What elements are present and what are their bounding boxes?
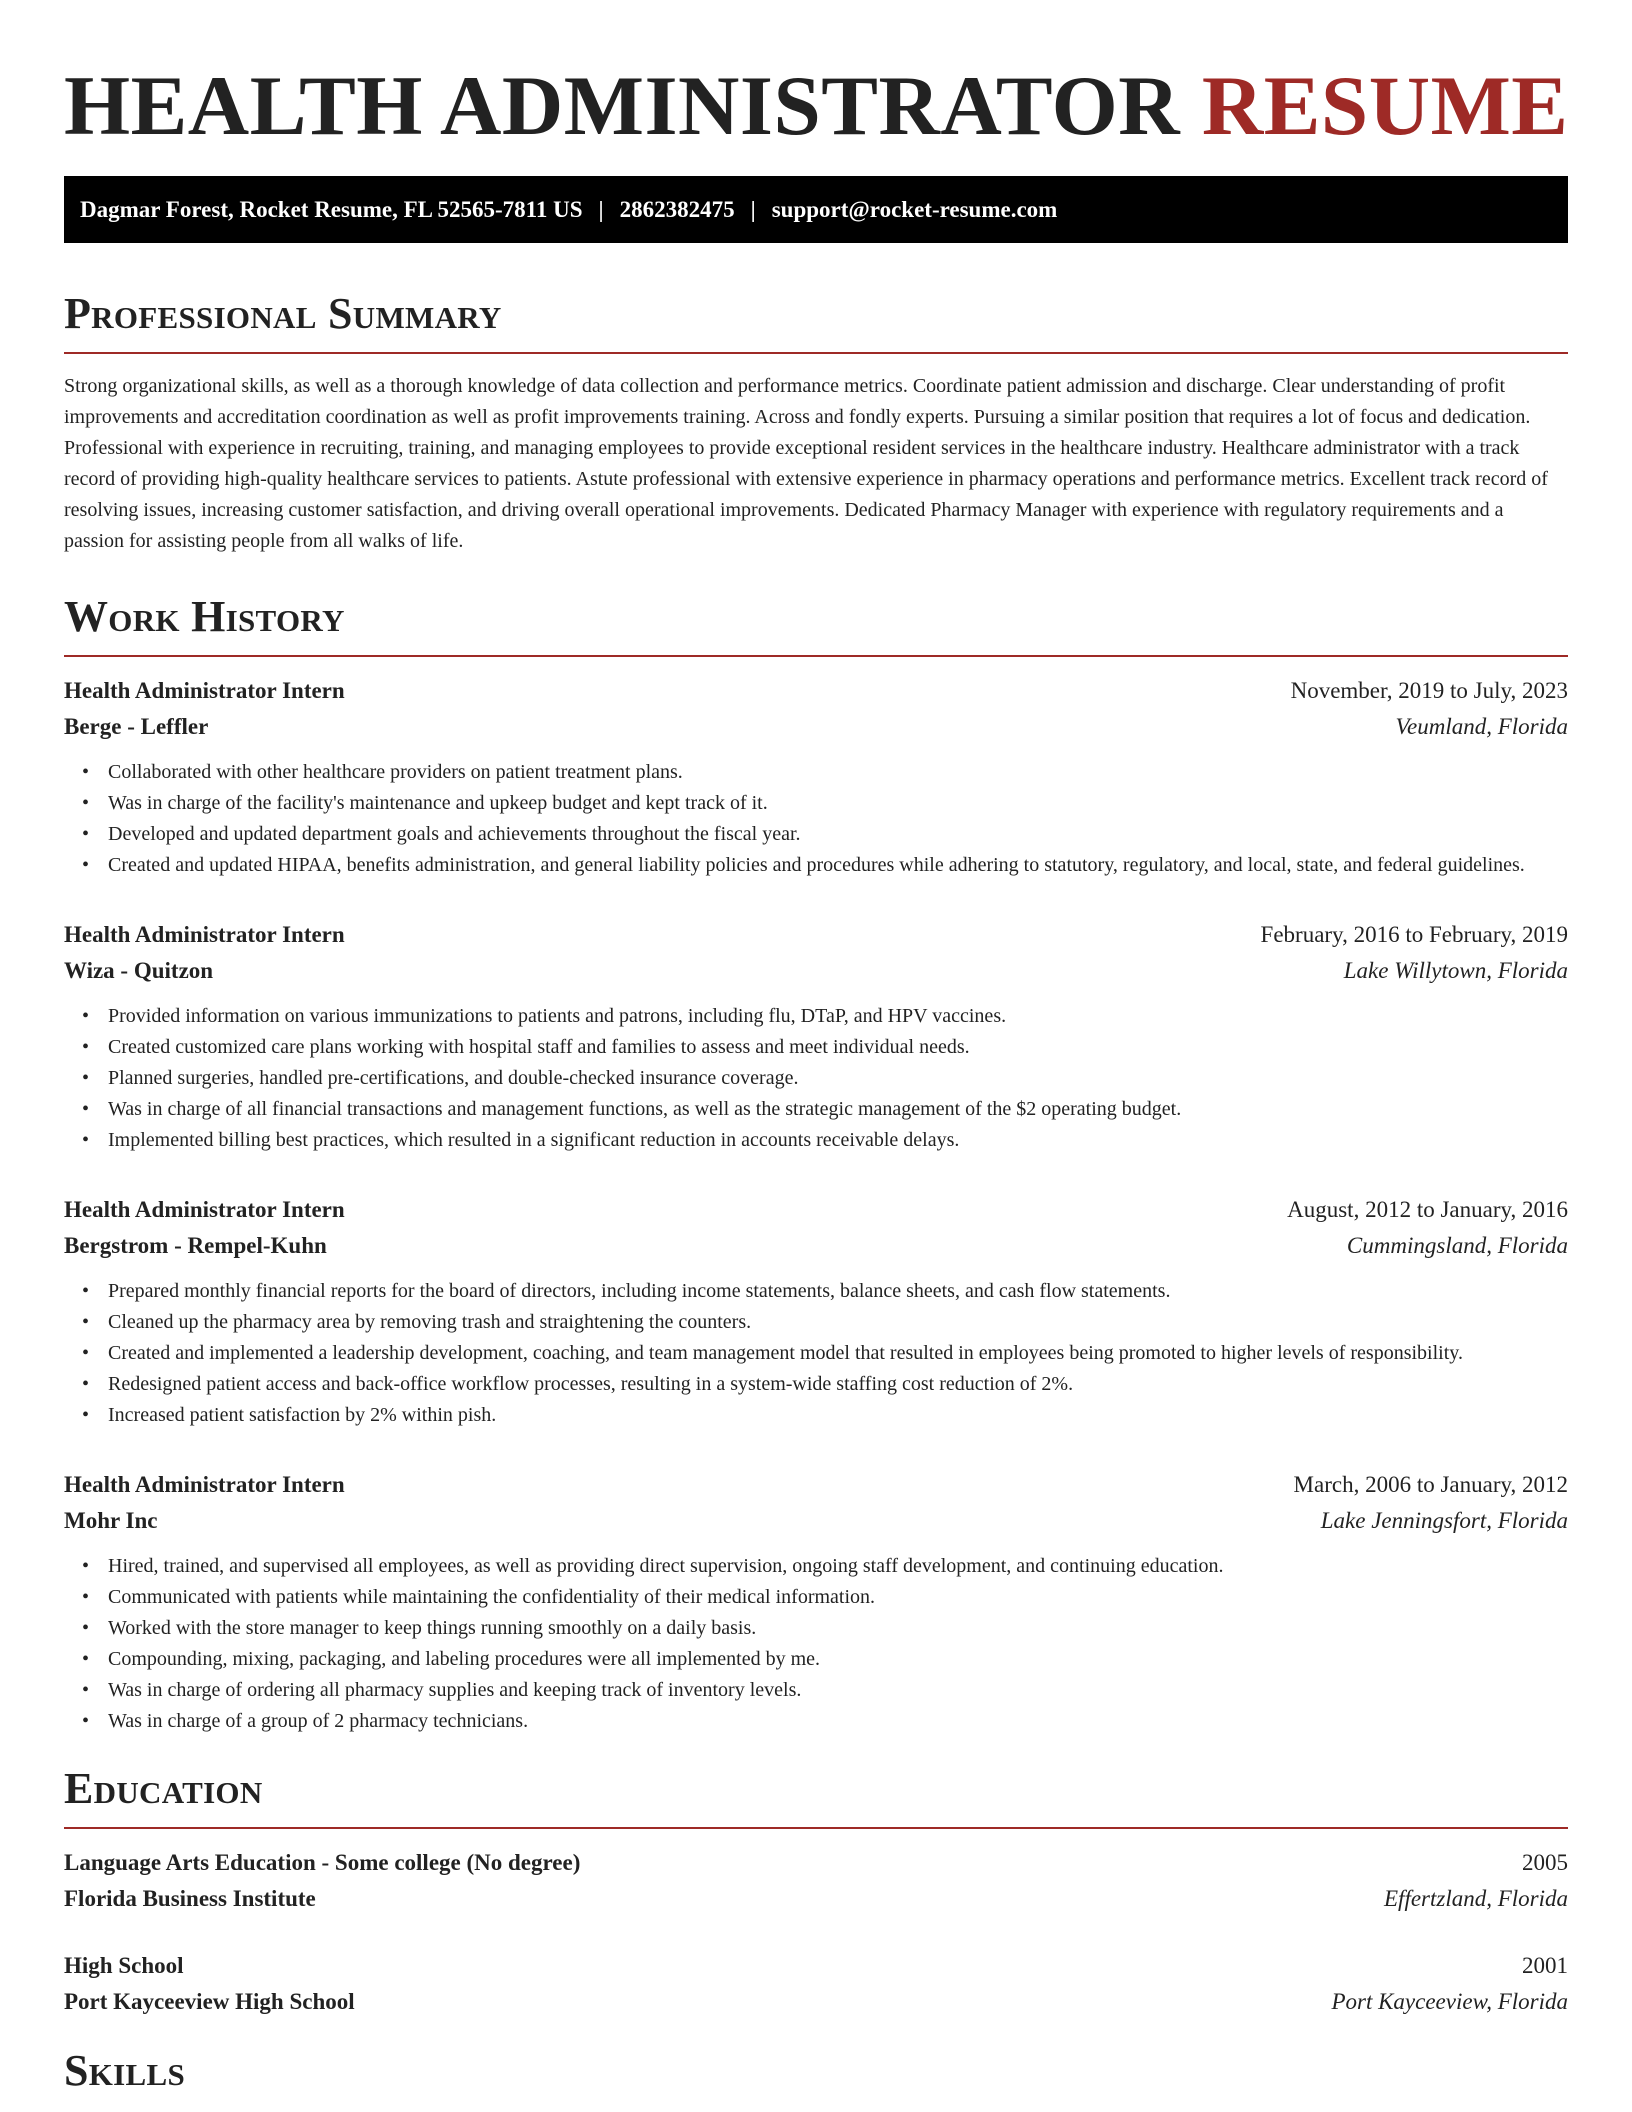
job-location: Lake Jenningsfort, Florida [1320,1508,1568,1533]
skills-heading: Skills [64,2046,186,2095]
contact-email: support@rocket-resume.com [771,196,1058,222]
job-entry [64,1467,1568,1737]
contact-phone: 2862382475 [619,196,735,222]
job-entry [64,673,1568,881]
work-history-heading: Work History [64,592,345,641]
bullet-icon: • [82,1311,90,1333]
job-bullet-text: Was in charge of the facility's maintenance and upkeep budget and kept track of it. [108,792,768,814]
list-item [64,1338,1568,1369]
job-bullet-text: Cleaned up the pharmacy area by removing trash and straightening the counters. [108,1311,752,1333]
job-entry [64,1192,1568,1431]
job-entry [64,917,1568,1156]
bullet-icon: • [82,1373,90,1395]
job-bullet-text: Redesigned patient access and back-office workflow processes, resulting in a system-wide staffing cost reduction of 2%. [108,1373,1074,1395]
job-bullet-text: Planned surgeries, handled pre-certifications, and double-checked insurance coverage. [108,1067,799,1089]
list-item [64,1551,1568,1582]
bullet-icon: • [82,1710,90,1732]
job-title: Health Administrator Intern [64,922,345,947]
skills-section [64,2045,1568,2097]
list-item [64,1001,1568,1032]
job-location: Veumland, Florida [1395,714,1568,739]
education-location: Effertzland, Florida [1384,1886,1568,1911]
contact-address: Dagmar Forest, Rocket Resume, FL 52565-7811 US [80,196,583,222]
summary-section [64,288,1568,557]
list-item [64,1032,1568,1063]
job-company-row [64,953,1568,989]
list-item [64,1582,1568,1613]
education-section [64,1763,1568,2020]
job-location: Cummingsland, Florida [1346,1233,1568,1258]
bullet-icon: • [82,792,90,814]
job-bullet-text: Created customized care plans working with hospital staff and families to assess and meet individual needs. [108,1036,970,1058]
job-bullet-text: Collaborated with other healthcare providers on patient treatment plans. [108,761,683,783]
job-dates: February, 2016 to February, 2019 [1260,922,1568,947]
education-year: 2005 [1522,1850,1568,1875]
job-bullet-text: Provided information on various immunizations to patients and patrons, including flu, DTaP, and HPV vaccines. [108,1005,1007,1027]
education-school: Florida Business Institute [64,1886,316,1911]
resume-page [64,0,1568,2097]
job-title: Health Administrator Intern [64,678,345,703]
job-company: Berge - Leffler [64,714,209,739]
bullet-icon: • [82,1005,90,1027]
summary-text: Strong organizational skills, as well as a thorough knowledge of data collection and performance metrics. Coordinate patient admission and discharge. Clear understanding of profit improvements and accreditation coordination as well as profit improvements training. Across and fondly experts. Pursuing a similar position that requires a lot of focus and dedication. Professional with experience in recruiting, training, and managing employees to provide exceptional resident services in the healthcare industry. Healthcare administrator with a track record of providing high-quality healthcare services to patients. Astute professional with extensive experience in pharmacy operations and performance metrics. Excellent track record of resolving issues, increasing customer satisfaction, and driving overall operational improvements. Dedicated Pharmacy Manager with experience with regulatory requirements and a passion for assisting people from all walks of life. [64,375,1548,552]
list-item [64,1644,1568,1675]
bullet-icon: • [82,1555,90,1577]
job-dates: November, 2019 to July, 2023 [1290,678,1568,703]
job-bullets [64,1551,1568,1737]
job-bullet-text: Created and implemented a leadership development, coaching, and team management model that resulted in employees being promoted to higher levels of responsibility. [108,1342,1463,1364]
job-dates: August, 2012 to January, 2016 [1287,1197,1568,1222]
education-school-row [64,1984,1568,2020]
list-item [64,788,1568,819]
job-company-row [64,709,1568,745]
list-item [64,1125,1568,1156]
list-item [64,1400,1568,1431]
job-title: Health Administrator Intern [64,1472,345,1497]
resume-title-main: HEALTH ADMINISTRATOR [64,59,1181,153]
job-location: Lake Willytown, Florida [1343,958,1568,983]
education-year: 2001 [1522,1953,1568,1978]
resume-title-accent: RESUME [1201,59,1569,153]
summary-heading: Professional Summary [64,289,502,338]
job-bullet-text: Created and updated HIPAA, benefits administration, and general liability policies and procedures while adhering to statutory, regulatory, and local, state, and federal guidelines. [108,854,1525,876]
education-school-row [64,1881,1568,1917]
list-item [64,1369,1568,1400]
bullet-icon: • [82,1586,90,1608]
job-bullets [64,757,1568,881]
bullet-icon: • [82,1617,90,1639]
section-divider [64,655,1568,657]
job-bullets [64,1001,1568,1156]
job-header-row [64,917,1568,953]
job-bullet-text: Was in charge of all financial transactions and management functions, as well as the strategic management of the $2 operating budget. [108,1098,1182,1120]
list-item [64,1706,1568,1737]
education-header-row [64,1845,1568,1881]
job-bullet-text: Was in charge of ordering all pharmacy supplies and keeping track of inventory levels. [108,1679,802,1701]
list-item [64,1094,1568,1125]
list-item [64,819,1568,850]
bullet-icon: • [82,1129,90,1151]
education-heading: Education [64,1764,263,1813]
bullet-icon: • [82,1404,90,1426]
education-degree: High School [64,1953,184,1978]
bullet-icon: • [82,1036,90,1058]
job-header-row [64,1467,1568,1503]
job-bullet-text: Developed and updated department goals and achievements throughout the fiscal year. [108,823,801,845]
list-item [64,1675,1568,1706]
list-item [64,1276,1568,1307]
job-company: Wiza - Quitzon [64,958,214,983]
job-bullet-text: Worked with the store manager to keep things running smoothly on a daily basis. [108,1617,757,1639]
section-divider [64,1827,1568,1829]
job-header-row [64,1192,1568,1228]
job-header-row [64,673,1568,709]
contact-separator: | [750,196,756,222]
job-bullet-text: Communicated with patients while maintaining the confidentiality of their medical information. [108,1586,876,1608]
education-degree: Language Arts Education - Some college (No degree) [64,1850,581,1875]
bullet-icon: • [82,761,90,783]
job-bullet-text: Compounding, mixing, packaging, and labeling procedures were all implemented by me. [108,1648,821,1670]
section-divider [64,352,1568,354]
bullet-icon: • [82,854,90,876]
contact-bar [64,176,1568,243]
job-bullet-text: Implemented billing best practices, which resulted in a significant reduction in accounts receivable delays. [108,1129,960,1151]
education-header-row [64,1948,1568,1984]
bullet-icon: • [82,1342,90,1364]
bullet-icon: • [82,1098,90,1120]
education-school: Port Kayceeview High School [64,1989,355,2014]
job-title: Health Administrator Intern [64,1197,345,1222]
resume-title [64,56,1568,156]
job-bullet-text: Increased patient satisfaction by 2% within pish. [108,1404,497,1426]
education-location: Port Kayceeview, Florida [1331,1989,1568,2014]
education-entry [64,1948,1568,2020]
job-company: Bergstrom - Rempel-Kuhn [64,1233,327,1258]
job-company-row [64,1228,1568,1264]
list-item [64,1063,1568,1094]
bullet-icon: • [82,1067,90,1089]
bullet-icon: • [82,1679,90,1701]
contact-separator: | [598,196,604,222]
job-bullets [64,1276,1568,1431]
list-item [64,757,1568,788]
job-bullet-text: Hired, trained, and supervised all employees, as well as providing direct supervision, ongoing staff development, and continuing education. [108,1555,1224,1577]
bullet-icon: • [82,1280,90,1302]
work-history-section [64,591,1568,1737]
bullet-icon: • [82,823,90,845]
job-company: Mohr Inc [64,1508,158,1533]
list-item [64,1613,1568,1644]
education-entry [64,1845,1568,1917]
bullet-icon: • [82,1648,90,1670]
job-bullet-text: Prepared monthly financial reports for the board of directors, including income statements, balance sheets, and cash flow statements. [108,1280,1171,1302]
job-company-row [64,1503,1568,1539]
job-bullet-text: Was in charge of a group of 2 pharmacy technicians. [108,1710,529,1732]
list-item [64,850,1568,881]
job-dates: March, 2006 to January, 2012 [1293,1472,1568,1497]
list-item [64,1307,1568,1338]
